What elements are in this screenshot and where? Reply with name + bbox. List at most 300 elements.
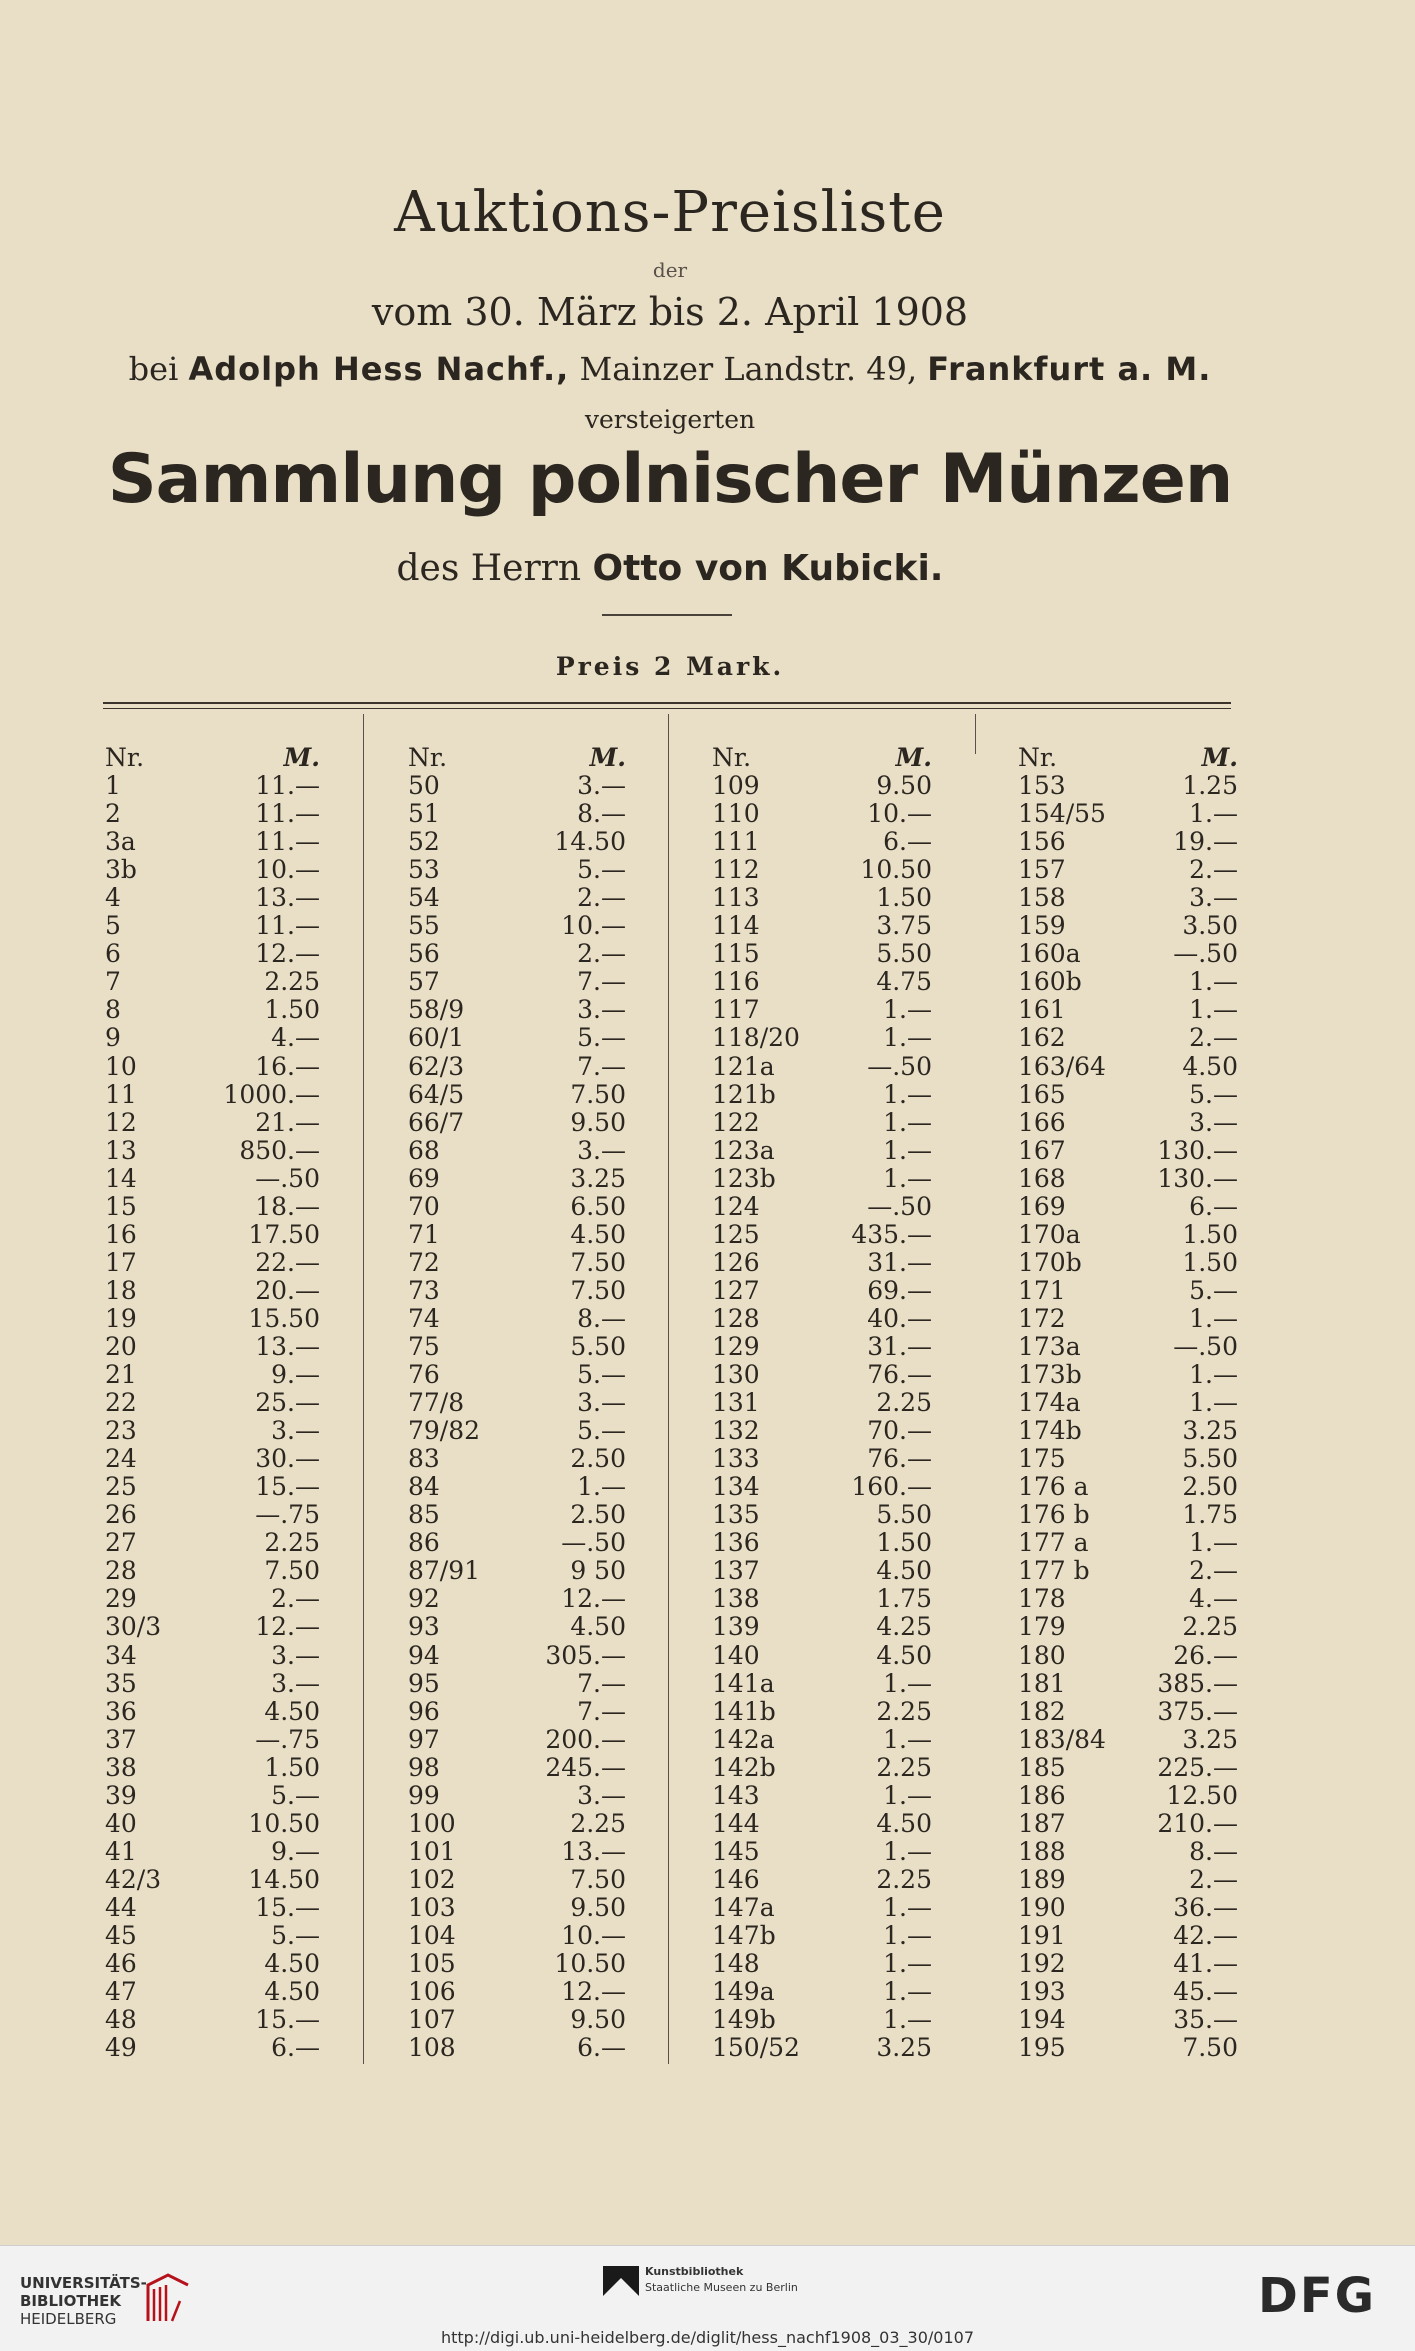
lot-number: 95 xyxy=(408,1668,440,1698)
table-row xyxy=(712,1642,932,1670)
table-row xyxy=(408,1726,626,1754)
table-row xyxy=(712,1361,932,1389)
lot-number: 170b xyxy=(1018,1247,1082,1277)
lot-price: 4.50 xyxy=(1182,1051,1238,1081)
lot-price: 3.— xyxy=(577,771,626,801)
lot-number: 127 xyxy=(712,1275,760,1305)
lot-price: 1.— xyxy=(1189,967,1238,997)
table-row xyxy=(712,828,932,856)
table-row xyxy=(105,856,320,884)
lot-number: 136 xyxy=(712,1528,760,1558)
table-row xyxy=(712,800,932,828)
table-row xyxy=(1018,1249,1238,1277)
lot-number: 104 xyxy=(408,1920,456,1950)
table-row xyxy=(1018,1866,1238,1894)
table-row xyxy=(1018,1726,1238,1754)
lot-price: 3.— xyxy=(577,995,626,1025)
lot-number: 108 xyxy=(408,2033,456,2063)
lot-price: 4.50 xyxy=(570,1219,626,1249)
lot-number: 133 xyxy=(712,1444,760,1474)
lot-price: 1.— xyxy=(1189,1528,1238,1558)
lot-price: 15.— xyxy=(255,2005,320,2035)
table-row xyxy=(408,1838,626,1866)
price-text: Preis 2 Mark. xyxy=(555,652,785,681)
lot-price: 30.— xyxy=(255,1444,320,1474)
lot-number: 145 xyxy=(712,1836,760,1866)
table-row xyxy=(1018,1698,1238,1726)
dfg-logo: DFG xyxy=(1258,2268,1377,2324)
table-row xyxy=(1018,1613,1238,1641)
lot-number: 153 xyxy=(1018,771,1066,801)
table-row xyxy=(712,1277,932,1305)
table-row xyxy=(712,2034,932,2062)
lot-number: 85 xyxy=(408,1500,440,1530)
lot-price: 2.— xyxy=(1189,1864,1238,1894)
lot-number: 18 xyxy=(105,1275,137,1305)
table-row xyxy=(1018,1754,1238,1782)
table-row xyxy=(1018,1024,1238,1052)
lot-number: 107 xyxy=(408,2005,456,2035)
lot-price: 7.50 xyxy=(570,1079,626,1109)
table-row xyxy=(408,1193,626,1221)
lot-number: 87/91 xyxy=(408,1556,481,1586)
lot-price: 11.— xyxy=(255,771,320,801)
lot-price: 3.25 xyxy=(876,2033,932,2063)
lot-number: 173a xyxy=(1018,1331,1081,1361)
table-row xyxy=(105,1782,320,1810)
table-row xyxy=(712,1754,932,1782)
table-row xyxy=(105,968,320,996)
lot-number: 100 xyxy=(408,1808,456,1838)
lot-price: 10.— xyxy=(867,799,932,829)
lot-number: 112 xyxy=(712,855,760,885)
table-row xyxy=(105,1024,320,1052)
lot-number: 7 xyxy=(105,967,121,997)
lot-number: 37 xyxy=(105,1724,137,1754)
city-name: Frankfurt a. M. xyxy=(927,350,1212,388)
lot-number: 147b xyxy=(712,1920,776,1950)
table-row xyxy=(1018,1557,1238,1585)
lot-number: 102 xyxy=(408,1864,456,1894)
table-row xyxy=(1018,1109,1238,1137)
table-row xyxy=(1018,1782,1238,1810)
table-row xyxy=(105,1417,320,1445)
table-row xyxy=(1018,968,1238,996)
lot-number: 25 xyxy=(105,1472,137,1502)
lot-price: 7.50 xyxy=(264,1556,320,1586)
lot-price: 4.50 xyxy=(264,1949,320,1979)
lot-price: —.75 xyxy=(255,1724,320,1754)
lot-number: 22 xyxy=(105,1388,137,1418)
table-row xyxy=(1018,828,1238,856)
lot-price: 7.— xyxy=(577,1696,626,1726)
table-row xyxy=(105,1894,320,1922)
lot-number: 44 xyxy=(105,1892,137,1922)
table-row xyxy=(105,1501,320,1529)
lot-price: 4.50 xyxy=(876,1640,932,1670)
lot-number: 163/64 xyxy=(1018,1051,1106,1081)
table-row xyxy=(1018,800,1238,828)
lot-number: 58/9 xyxy=(408,995,465,1025)
table-row xyxy=(408,1333,626,1361)
permalink-url[interactable]: http://digi.ub.uni-heidelberg.de/diglit/hess_nachf1908_03_30/0107 xyxy=(440,2328,975,2347)
lot-number: 68 xyxy=(408,1135,440,1165)
lot-number: 71 xyxy=(408,1219,440,1249)
lot-price: 69.— xyxy=(867,1275,932,1305)
lot-price: 4.— xyxy=(271,1023,320,1053)
table-row xyxy=(408,1670,626,1698)
table-row xyxy=(105,1361,320,1389)
lot-number: 123b xyxy=(712,1163,776,1193)
lot-price: 10.— xyxy=(561,911,626,941)
lot-number: 5 xyxy=(105,911,121,941)
table-row xyxy=(1018,772,1238,800)
lot-number: 48 xyxy=(105,2005,137,2035)
table-row xyxy=(105,1670,320,1698)
nr-header: Nr. xyxy=(712,743,752,772)
lot-number: 93 xyxy=(408,1612,440,1642)
lot-price: 1.— xyxy=(883,1836,932,1866)
lot-number: 192 xyxy=(1018,1949,1066,1979)
column-header xyxy=(408,744,626,772)
lot-price: 13.— xyxy=(255,1331,320,1361)
lot-price: 10.50 xyxy=(860,855,932,885)
lot-price: 5.50 xyxy=(876,939,932,969)
table-row xyxy=(712,1445,932,1473)
lot-price: 1.— xyxy=(883,1023,932,1053)
lot-number: 20 xyxy=(105,1331,137,1361)
table-row xyxy=(408,1894,626,1922)
lot-price: 3.— xyxy=(577,1780,626,1810)
price-column-4 xyxy=(1018,744,1238,2062)
lot-number: 3a xyxy=(105,827,136,857)
lot-number: 16 xyxy=(105,1219,137,1249)
lot-price: 1.— xyxy=(883,1949,932,1979)
des-herrn-text: des Herrn xyxy=(396,548,582,589)
lot-number: 135 xyxy=(712,1500,760,1530)
table-row xyxy=(105,1137,320,1165)
lot-price: 3.— xyxy=(271,1668,320,1698)
lot-number: 83 xyxy=(408,1444,440,1474)
header-der: der xyxy=(652,258,688,282)
table-row xyxy=(712,940,932,968)
lot-price: 1.— xyxy=(883,1668,932,1698)
lot-number: 15 xyxy=(105,1191,137,1221)
lot-price: 5.— xyxy=(577,1360,626,1390)
table-row xyxy=(105,1698,320,1726)
table-row xyxy=(408,1165,626,1193)
lot-number: 146 xyxy=(712,1864,760,1894)
table-row xyxy=(105,1333,320,1361)
table-row xyxy=(712,1165,932,1193)
nr-header: Nr. xyxy=(408,743,448,772)
lot-number: 190 xyxy=(1018,1892,1066,1922)
lot-number: 188 xyxy=(1018,1836,1066,1866)
table-row xyxy=(712,1193,932,1221)
lot-number: 50 xyxy=(408,771,440,801)
lot-number: 26 xyxy=(105,1500,137,1530)
lot-number: 125 xyxy=(712,1219,760,1249)
table-row xyxy=(1018,2006,1238,2034)
table-row xyxy=(105,1081,320,1109)
lot-number: 169 xyxy=(1018,1191,1066,1221)
lot-price: 10.50 xyxy=(554,1949,626,1979)
lot-price: 7.— xyxy=(577,1668,626,1698)
table-row xyxy=(408,2034,626,2062)
table-row xyxy=(408,1754,626,1782)
double-rule-bottom xyxy=(103,708,1231,709)
lot-number: 34 xyxy=(105,1640,137,1670)
table-row xyxy=(1018,1053,1238,1081)
lot-number: 137 xyxy=(712,1556,760,1586)
lot-price: 26.— xyxy=(1173,1640,1238,1670)
lot-price: 4.50 xyxy=(876,1556,932,1586)
table-row xyxy=(712,1389,932,1417)
table-row xyxy=(1018,1642,1238,1670)
lot-number: 98 xyxy=(408,1752,440,1782)
lot-number: 56 xyxy=(408,939,440,969)
lot-price: 1.50 xyxy=(264,995,320,1025)
table-row xyxy=(105,1165,320,1193)
lot-number: 3b xyxy=(105,855,137,885)
lot-price: 11.— xyxy=(255,799,320,829)
table-row xyxy=(1018,1501,1238,1529)
table-row xyxy=(105,828,320,856)
collection-title: Sammlung polnischer Münzen xyxy=(107,440,1233,519)
lot-price: 6.50 xyxy=(570,1191,626,1221)
lot-number: 114 xyxy=(712,911,760,941)
lot-price: 8.— xyxy=(1189,1836,1238,1866)
mark-header: M. xyxy=(283,743,320,772)
table-row xyxy=(408,996,626,1024)
lot-price: 3.— xyxy=(271,1416,320,1446)
lot-price: 2.50 xyxy=(1182,1472,1238,1502)
lot-number: 170a xyxy=(1018,1219,1081,1249)
lot-number: 111 xyxy=(712,827,760,857)
lot-price: 3.25 xyxy=(570,1163,626,1193)
table-row xyxy=(712,996,932,1024)
lot-price: 40.— xyxy=(867,1303,932,1333)
lot-price: 1.25 xyxy=(1182,771,1238,801)
table-row xyxy=(1018,856,1238,884)
table-row xyxy=(1018,1333,1238,1361)
lot-price: 31.— xyxy=(867,1331,932,1361)
table-row xyxy=(1018,1361,1238,1389)
table-row xyxy=(712,1053,932,1081)
lot-number: 40 xyxy=(105,1808,137,1838)
lot-price: 35.— xyxy=(1173,2005,1238,2035)
lot-price: 385.— xyxy=(1157,1668,1238,1698)
lot-price: 4.25 xyxy=(876,1612,932,1642)
lot-price: 15.— xyxy=(255,1892,320,1922)
lot-number: 42/3 xyxy=(105,1864,162,1894)
lot-number: 128 xyxy=(712,1303,760,1333)
lot-number: 101 xyxy=(408,1836,456,1866)
lot-price: 9.50 xyxy=(570,1107,626,1137)
lot-price: 1.50 xyxy=(264,1752,320,1782)
table-row xyxy=(105,772,320,800)
lot-number: 126 xyxy=(712,1247,760,1277)
lot-price: 3.— xyxy=(577,1388,626,1418)
lot-number: 41 xyxy=(105,1836,137,1866)
lot-number: 154/55 xyxy=(1018,799,1106,829)
lot-number: 181 xyxy=(1018,1668,1066,1698)
lot-number: 10 xyxy=(105,1051,137,1081)
table-row xyxy=(1018,1838,1238,1866)
price-column-1 xyxy=(105,744,320,2062)
lot-price: 12.— xyxy=(255,1612,320,1642)
table-row xyxy=(105,1866,320,1894)
lot-price: 1.— xyxy=(1189,995,1238,1025)
table-row xyxy=(712,1137,932,1165)
lot-price: 2.— xyxy=(577,939,626,969)
lot-price: 5.— xyxy=(271,1920,320,1950)
lot-price: 3.50 xyxy=(1182,911,1238,941)
lot-price: 1.50 xyxy=(1182,1219,1238,1249)
table-row xyxy=(1018,1894,1238,1922)
lot-price: 18.— xyxy=(255,1191,320,1221)
lot-number: 2 xyxy=(105,799,121,829)
table-row xyxy=(712,1529,932,1557)
lot-number: 142a xyxy=(712,1724,775,1754)
table-row xyxy=(1018,1810,1238,1838)
lot-number: 140 xyxy=(712,1640,760,1670)
lot-number: 171 xyxy=(1018,1275,1066,1305)
table-row xyxy=(712,2006,932,2034)
table-row xyxy=(712,1081,932,1109)
lot-number: 116 xyxy=(712,967,760,997)
lot-number: 11 xyxy=(105,1079,137,1109)
table-row xyxy=(1018,1670,1238,1698)
auctioneer-line xyxy=(0,350,1340,388)
address-text: Mainzer Landstr. 49, xyxy=(579,350,918,388)
university-library-label xyxy=(20,2274,147,2328)
table-row xyxy=(408,1950,626,1978)
lot-price: 70.— xyxy=(867,1416,932,1446)
lot-number: 118/20 xyxy=(712,1023,800,1053)
table-row xyxy=(408,1529,626,1557)
lot-number: 166 xyxy=(1018,1107,1066,1137)
table-row xyxy=(105,1838,320,1866)
lot-price: 12.— xyxy=(561,1977,626,2007)
table-row xyxy=(408,1613,626,1641)
table-row xyxy=(105,912,320,940)
table-row xyxy=(408,1922,626,1950)
table-row xyxy=(105,1473,320,1501)
lot-number: 54 xyxy=(408,883,440,913)
lot-number: 47 xyxy=(105,1977,137,2007)
table-row xyxy=(712,1810,932,1838)
lot-price: 76.— xyxy=(867,1360,932,1390)
lot-number: 55 xyxy=(408,911,440,941)
lot-price: 1.— xyxy=(1189,1388,1238,1418)
table-row xyxy=(712,1473,932,1501)
lot-price: 25.— xyxy=(255,1388,320,1418)
lot-price: 4.50 xyxy=(264,1977,320,2007)
table-row xyxy=(712,1109,932,1137)
lot-number: 123a xyxy=(712,1135,775,1165)
table-row xyxy=(105,1305,320,1333)
table-row xyxy=(712,1838,932,1866)
lot-price: 1.— xyxy=(883,1920,932,1950)
lot-number: 113 xyxy=(712,883,760,913)
lot-number: 4 xyxy=(105,883,121,913)
table-row xyxy=(408,1698,626,1726)
lot-price: 7.— xyxy=(577,967,626,997)
lot-number: 69 xyxy=(408,1163,440,1193)
table-row xyxy=(408,912,626,940)
table-row xyxy=(712,1557,932,1585)
lot-price: 6.— xyxy=(1189,1191,1238,1221)
lot-number: 176 b xyxy=(1018,1500,1090,1530)
lot-price: 19.— xyxy=(1173,827,1238,857)
lot-price: 2.— xyxy=(1189,1556,1238,1586)
lot-number: 134 xyxy=(712,1472,760,1502)
lot-price: 7.50 xyxy=(570,1247,626,1277)
lot-price: 13.— xyxy=(255,883,320,913)
lot-number: 99 xyxy=(408,1780,440,1810)
lot-price: 12.50 xyxy=(1166,1780,1238,1810)
lot-price: —.50 xyxy=(1173,939,1238,969)
lot-price: 76.— xyxy=(867,1444,932,1474)
lot-price: 21.— xyxy=(255,1107,320,1137)
lot-number: 46 xyxy=(105,1949,137,1979)
table-row xyxy=(105,1277,320,1305)
table-row xyxy=(1018,1529,1238,1557)
table-row xyxy=(408,1557,626,1585)
table-row xyxy=(1018,1305,1238,1333)
lot-number: 51 xyxy=(408,799,440,829)
table-row xyxy=(408,1053,626,1081)
table-row xyxy=(408,1081,626,1109)
double-rule-top xyxy=(103,702,1231,704)
lot-price: 7.50 xyxy=(1182,2033,1238,2063)
lot-price: 12.— xyxy=(561,1584,626,1614)
table-row xyxy=(408,940,626,968)
table-row xyxy=(408,828,626,856)
lot-price: 4.50 xyxy=(876,1808,932,1838)
lot-price: 1.— xyxy=(1189,1303,1238,1333)
lot-price: 17.50 xyxy=(248,1219,320,1249)
lot-number: 194 xyxy=(1018,2005,1066,2035)
lot-number: 105 xyxy=(408,1949,456,1979)
lot-price: 1.75 xyxy=(1182,1500,1238,1530)
lot-price: 3.25 xyxy=(1182,1416,1238,1446)
lot-number: 60/1 xyxy=(408,1023,465,1053)
table-row xyxy=(105,1445,320,1473)
lot-number: 35 xyxy=(105,1668,137,1698)
lot-number: 139 xyxy=(712,1612,760,1642)
lot-price: 2.25 xyxy=(876,1864,932,1894)
nr-header: Nr. xyxy=(1018,743,1058,772)
lot-price: 1.— xyxy=(883,2005,932,2035)
owner-name: Otto von Kubicki. xyxy=(592,548,944,589)
lot-price: 31.— xyxy=(867,1247,932,1277)
short-divider xyxy=(602,614,732,616)
column-header xyxy=(712,744,932,772)
column-header xyxy=(1018,744,1238,772)
table-row xyxy=(105,1922,320,1950)
lot-number: 189 xyxy=(1018,1864,1066,1894)
column-header xyxy=(105,744,320,772)
lot-price: 6.— xyxy=(271,2033,320,2063)
lot-price: 305.— xyxy=(545,1640,626,1670)
lot-number: 36 xyxy=(105,1696,137,1726)
lot-price: 5.— xyxy=(577,1023,626,1053)
table-row xyxy=(712,1670,932,1698)
table-row xyxy=(1018,1417,1238,1445)
lot-price: 2.— xyxy=(271,1584,320,1614)
